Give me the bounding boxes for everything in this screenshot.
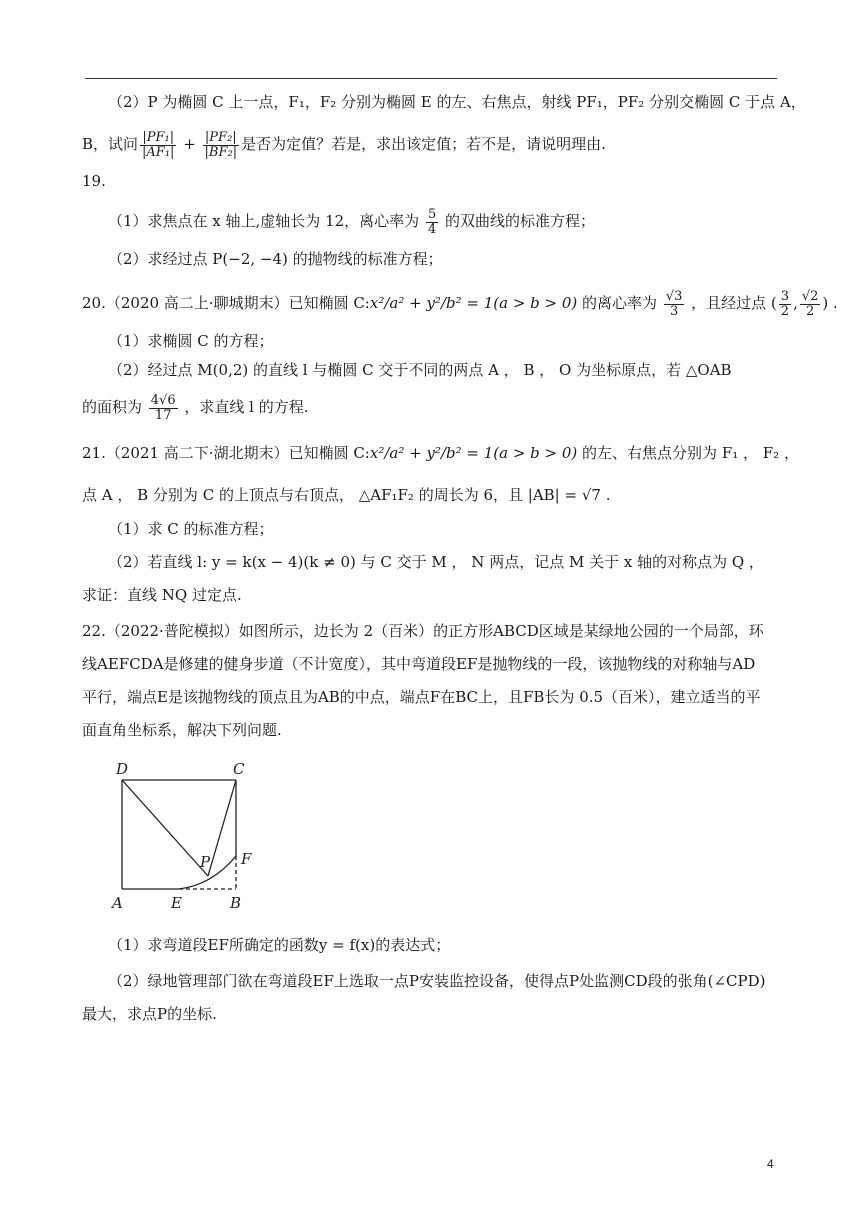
- q22-part2-line2: 最大，求点P的坐标.: [82, 1005, 217, 1023]
- q19-part1: （1）求焦点在 x 轴上,虚轴长为 12，离心率为 $\frac{5}{4}$ 的双曲线的标准方程；: [108, 207, 595, 237]
- q20-part2-line2: 的面积为 $\frac{4√6}{17}$ ，求直线 l 的方程.: [82, 393, 309, 423]
- q21-part2-line1: （2）若直线 l: y = k(x − 4)(k ≠ 0) 与 C 交于 M ， N 两点，记点 M 关于 x 轴的对称点为 Q ，: [108, 553, 764, 571]
- fraction: $\frac{5}{4}$: [427, 207, 437, 237]
- q21-part1: （1）求 C 的标准方程；: [108, 520, 274, 538]
- q19-number: 19.: [82, 172, 106, 190]
- fraction: $\frac{\text{|PF₂|}}{\text{|BF₂|}}$: [204, 130, 238, 160]
- q18-part2-line2: B，试问 $\frac{\text{|PF₁|}}{\text{|AF₁|}}$ + $\frac{\text{|PF₂|}}{\text{|BF₂|}}$ 是否为定值？若是，求出该定值；若不是，请说明理由.: [82, 130, 606, 160]
- q21-head: 21.（2021 高二下·湖北期末）已知椭圆 C:x²/a² + y²/b² = 1(a > b > 0) 的左、右焦点分别为 F₁ ， F₂ ，: [82, 444, 799, 462]
- label-A: A: [112, 894, 123, 912]
- q20-head: 20.（2020 高二上·聊城期末）已知椭圆 C:x²/a² + y²/b² = 1(a > b > 0) 的离心率为 $\frac{√3}{3}$ ，且经过点 ( $\frac{3}{2}$ , $\frac{√2}{2}$ ) .: [82, 289, 838, 319]
- fraction: $\frac{√3}{3}$: [665, 289, 683, 319]
- label-D: D: [116, 760, 129, 778]
- label-C: C: [233, 760, 245, 778]
- q22-line2: 线AEFCDA是修建的健身步道（不计宽度），其中弯道段EF是抛物线的一段，该抛物线的对称轴与AD: [82, 655, 756, 673]
- page-number: 4: [767, 1157, 774, 1171]
- label-E: E: [171, 894, 182, 912]
- q20-part1: （1）求椭圆 C 的方程；: [108, 332, 274, 350]
- q18-part2-line1: （2）P 为椭圆 C 上一点，F₁，F₂ 分别为椭圆 E 的左、右焦点，射线 PF₁，PF₂ 分别交椭圆 C 于点 A，: [108, 93, 806, 111]
- segment-DP: [122, 780, 208, 876]
- q22-line1: 22.（2022·普陀模拟）如图所示，边长为 2（百米）的正方形ABCD区域是某绿地公园的一个局部，环: [82, 622, 764, 640]
- q21-line2: 点 A ， B 分别为 C 的上顶点与右顶点， △AF₁F₂ 的周长为 6，且 |AB| = √7 .: [82, 486, 611, 504]
- fraction: $\frac{\text{|PF₁|}}{\text{|AF₁|}}$: [142, 130, 175, 160]
- q18-text: B，试问: [82, 135, 139, 154]
- q22-line3: 平行，端点E是该抛物线的顶点且为AB的中点，端点F在BC上，且FB长为 0.5（百米），建立适当的平: [82, 688, 761, 706]
- square-parabola-figure: [100, 755, 270, 915]
- fraction: $\frac{3}{2}$: [780, 289, 790, 319]
- label-F: F: [241, 850, 252, 868]
- q20-part2-line1: （2）经过点 M(0,2) 的直线 l 与椭圆 C 交于不同的两点 A ， B ， O 为坐标原点，若 △OAB: [108, 361, 732, 379]
- q21-part2-line2: 求证：直线 NQ 过定点.: [82, 586, 242, 604]
- header-rule: [85, 78, 777, 79]
- fraction: $\frac{4√6}{17}$: [150, 393, 176, 423]
- label-B: B: [230, 894, 242, 912]
- q22-part1: （1）求弯道段EF所确定的函数y = f(x)的表达式；: [108, 936, 451, 954]
- q19-part2: （2）求经过点 P(−2, −4) 的抛物线的标准方程；: [108, 250, 443, 268]
- fraction: $\frac{√2}{2}$: [801, 289, 819, 319]
- label-P: P: [200, 853, 211, 871]
- q22-part2-line1: （2）绿地管理部门欲在弯道段EF上选取一点P安装监控设备，使得点P处监测CD段的张角(∠CPD): [108, 972, 766, 990]
- q22-line4: 面直角坐标系，解决下列问题.: [82, 721, 282, 739]
